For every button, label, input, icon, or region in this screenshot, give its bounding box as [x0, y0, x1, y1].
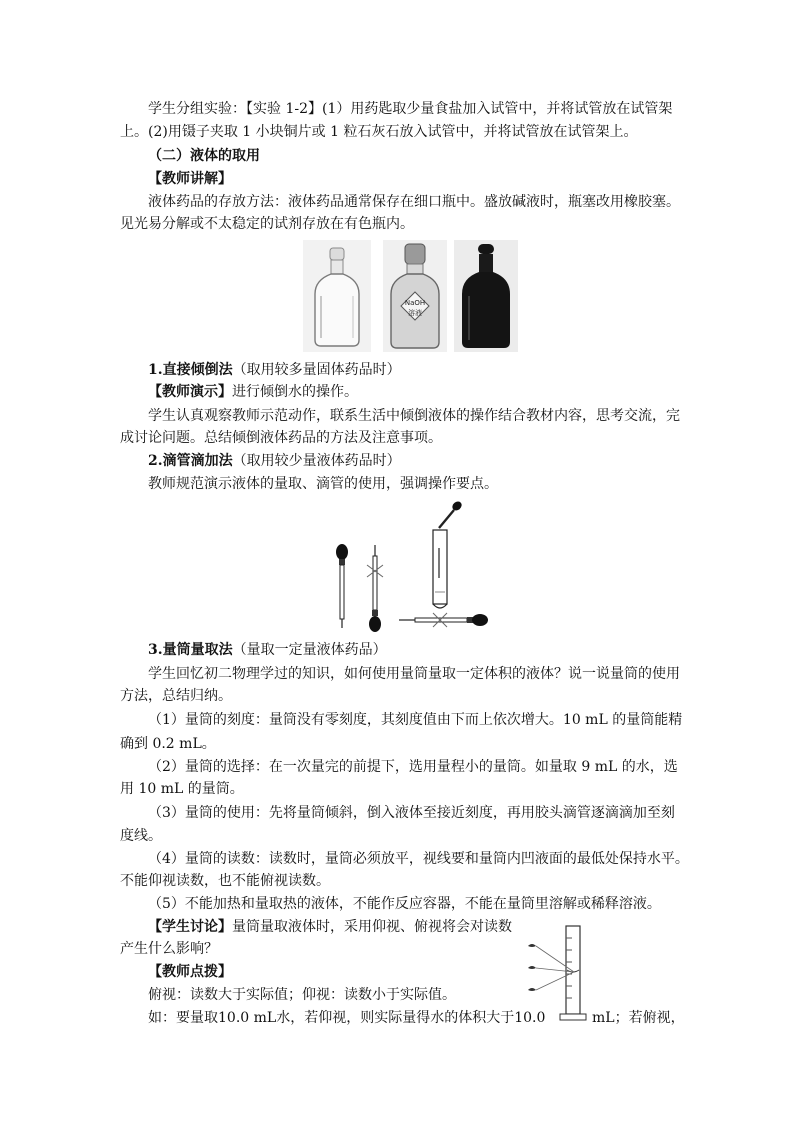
- bottle-label-text: NaOH: [404, 299, 426, 307]
- cylinder-reading-figure: [524, 922, 590, 1026]
- text-line: （3）量筒的使用：先将量筒倾斜，倒入液体至接近刻度，再用胶头滴管逐滴滴加至刻: [148, 805, 675, 821]
- clear-reagent-bottle-image: [303, 240, 371, 352]
- cylinder-method-note: （量取一定量液体药品）: [232, 642, 387, 658]
- student-discussion-line: [148, 917, 682, 938]
- text-line: 成讨论问题。总结倾倒液体药品的方法及注意事项。: [120, 430, 442, 446]
- dropper-method-title: 2.滴管滴加法: [148, 453, 233, 469]
- cylinder-method-title: 3.量筒量取法: [148, 642, 233, 658]
- text-line: 不能仰视读数，也不能俯视读数。: [120, 873, 330, 889]
- naoh-solution-bottle-image: [383, 240, 447, 352]
- text-line: （5）不能加热和量取热的液体，不能作反应容器，不能在量筒里溶解或稀释溶液。: [148, 896, 661, 912]
- bottle-label-text: 溶液: [408, 309, 422, 317]
- section-heading: （二）液体的取用: [148, 148, 260, 164]
- teacher-demo-label: 【教师演示】: [148, 384, 232, 400]
- cylinder-method-heading: [148, 640, 682, 661]
- dropper-usage-figure: [325, 500, 495, 636]
- text-line: 见光易分解或不太稳定的试剂存放在有色瓶内。: [120, 216, 414, 232]
- text-line: 产生什么影响？: [120, 941, 218, 957]
- text-line: 度线。: [120, 828, 162, 844]
- dropper-method-heading: [148, 451, 682, 472]
- text-line: 学生分组实验：【实验 1-2】(1）用药匙取少量食盐加入试管中，并将试管放在试管架: [148, 101, 673, 117]
- text-line: 学生认真观察教师示范动作，联系生活中倾倒液体的操作结合教材内容，思考交流，完: [148, 408, 680, 424]
- pour-method-note: （取用较多量固体药品时）: [232, 362, 401, 378]
- pour-method-heading: [148, 360, 682, 381]
- brown-reagent-bottle-image: [454, 240, 518, 352]
- text-line: mL；若俯视，: [592, 1010, 685, 1026]
- student-discussion-text: 量筒量取液体时，采用仰视、俯视将会对读数: [232, 919, 512, 935]
- text-line: （1）量筒的刻度：量筒没有零刻度，其刻度值由下而上依次增大。10 mL 的量筒能精: [148, 712, 683, 728]
- teacher-demo-text: 进行倾倒水的操作。: [232, 384, 358, 400]
- text-line: 学生回忆初二物理学过的知识，如何使用量筒量取一定体积的液体？说一说量筒的使用: [148, 666, 680, 682]
- text-line: 俯视：读数大于实际值；仰视：读数小于实际值。: [148, 987, 456, 1003]
- text-line: 如：要量取10.0 mL水，若仰视，则实际量得水的体积大于10.0: [148, 1010, 546, 1026]
- text-line: 用 10 mL 的量筒。: [120, 781, 244, 797]
- text-line: 液体药品的存放方法：液体药品通常保存在细口瓶中。盛放碱液时，瓶塞改用橡胶塞。: [148, 194, 680, 210]
- text-line: 确到 0.2 mL。: [120, 736, 216, 752]
- dropper-method-note: （取用较少量液体药品时）: [232, 453, 401, 469]
- text-line: 教师规范演示液体的量取、滴管的使用，强调操作要点。: [148, 476, 498, 492]
- teacher-tip-heading: 【教师点拨】: [148, 964, 232, 980]
- teacher-explain-heading: 【教师讲解】: [148, 171, 232, 187]
- teacher-demo-line: [148, 382, 682, 403]
- text-line: 方法，总结归纳。: [120, 688, 232, 704]
- text-line: （4）量筒的读数：读数时，量筒必须放平，视线要和量筒内凹液面的最低处保持水平。: [148, 851, 689, 867]
- text-line: （2）量筒的选择：在一次量完的前提下，选用量程小的量筒。如量取 9 mL 的水，选: [148, 759, 678, 775]
- student-discussion-label: 【学生讨论】: [148, 919, 232, 935]
- pour-method-title: 1.直接倾倒法: [148, 362, 233, 378]
- text-line: 上。(2)用镊子夹取 1 小块铜片或 1 粒石灰石放入试管中，并将试管放在试管架上。: [120, 124, 638, 140]
